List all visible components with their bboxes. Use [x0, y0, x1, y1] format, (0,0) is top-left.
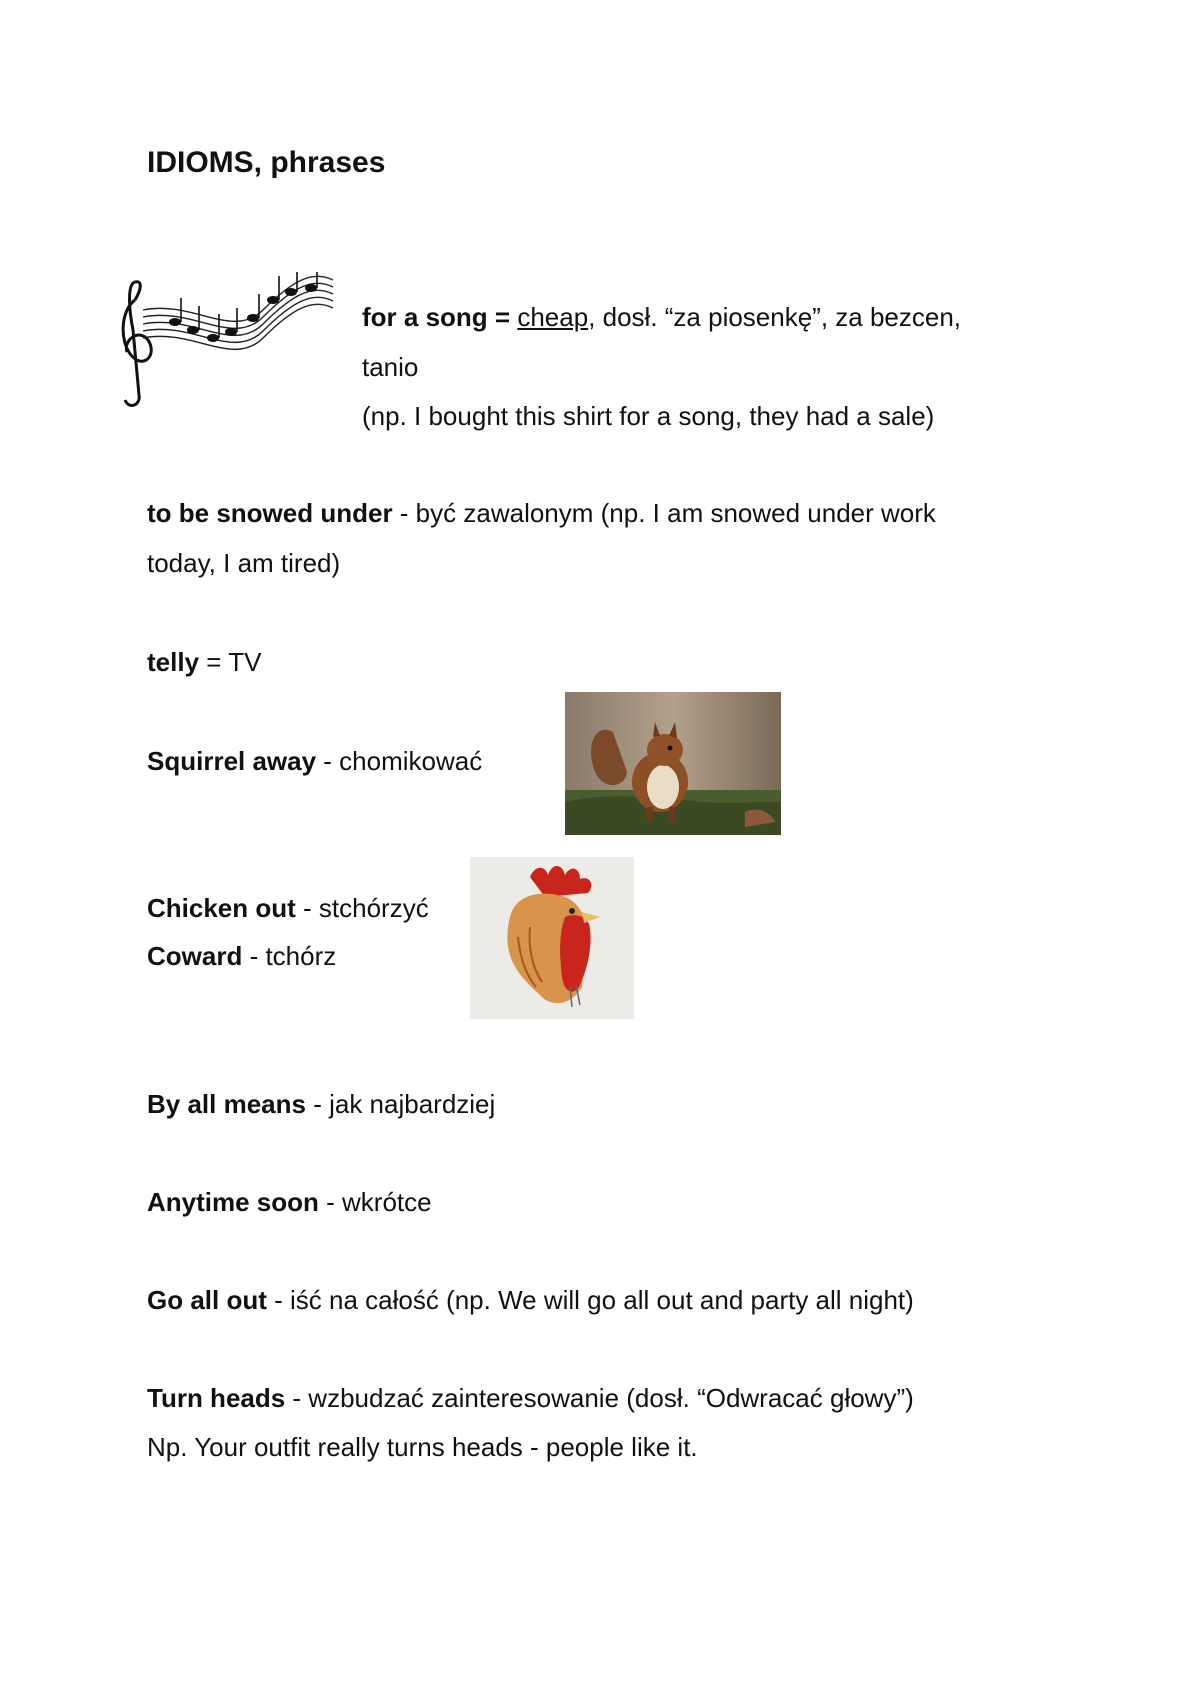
term: Turn heads	[147, 1383, 286, 1413]
entry-snowed-under	[147, 496, 936, 530]
example: Np. Your outfit really turns heads - people like it.	[147, 1432, 698, 1462]
entry-telly	[147, 645, 261, 679]
term: Go all out	[147, 1285, 267, 1315]
equals-sign: =	[494, 302, 511, 332]
definition: - wzbudzać zainteresowanie (dosł. “Odwracać głowy”)	[285, 1383, 914, 1413]
entry-go-all-out	[147, 1283, 914, 1317]
term: By all means	[147, 1089, 306, 1119]
term: for a song	[362, 302, 488, 332]
term: Anytime soon	[147, 1187, 319, 1217]
definition-continued: tanio	[362, 352, 419, 382]
definition: - być zawalonym (np. I am snowed under work	[392, 498, 936, 528]
term: Squirrel away	[147, 746, 317, 776]
entry-chicken-out	[147, 891, 429, 925]
entry-turn-heads	[147, 1381, 914, 1415]
definition: - stchórzyć	[295, 893, 429, 923]
gloss: cheap	[517, 302, 589, 332]
entry-by-all-means	[147, 1087, 495, 1121]
definition: - chomikować	[316, 746, 483, 776]
example: (np. I bought this shirt for a song, they had a sale)	[362, 401, 935, 431]
music-notes-icon	[113, 270, 338, 415]
definition-continued: today, I am tired)	[147, 548, 341, 578]
term: to be snowed under	[147, 498, 393, 528]
squirrel-photo	[565, 692, 781, 835]
entry-coward	[147, 939, 336, 973]
definition: , dosł. “za piosenkę”, za bezcen,	[588, 302, 962, 332]
page-title: IDIOMS, phrases	[147, 146, 386, 179]
term: Coward	[147, 941, 243, 971]
entry-for-a-song	[362, 300, 961, 334]
entry-squirrel-away	[147, 744, 482, 778]
entry-anytime-soon	[147, 1185, 432, 1219]
term: telly	[147, 647, 200, 677]
rooster-illustration	[470, 857, 634, 1019]
definition: = TV	[199, 647, 262, 677]
definition: - tchórz	[242, 941, 337, 971]
definition: - jak najbardziej	[305, 1089, 496, 1119]
definition: - iść na całość (np. We will go all out and party all night)	[266, 1285, 914, 1315]
term: Chicken out	[147, 893, 296, 923]
definition: - wkrótce	[318, 1187, 432, 1217]
